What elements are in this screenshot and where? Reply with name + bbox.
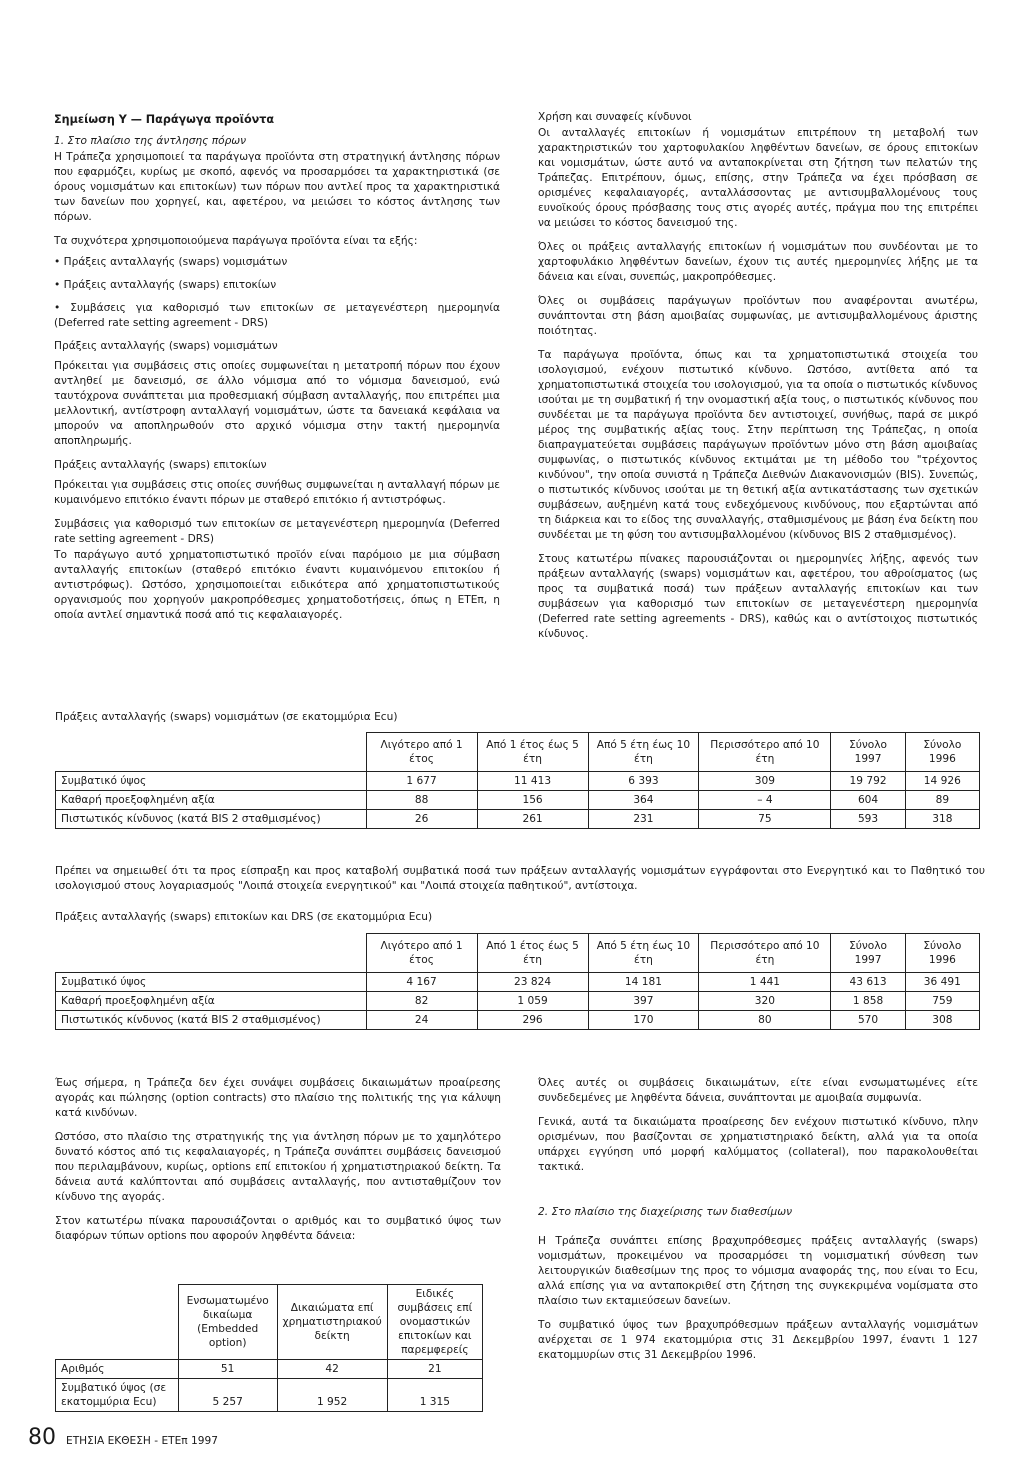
- table-cell: 14 181: [588, 973, 699, 992]
- table-cell: 26: [366, 810, 477, 829]
- column-header: Από 1 έτος έως 5 έτη: [477, 934, 588, 973]
- table-cell: – 4: [699, 791, 831, 810]
- column-header: Περισσότερο από 10 έτη: [699, 733, 831, 772]
- section-heading: Σημείωση Υ — Παράγωγα προϊόντα: [54, 113, 275, 126]
- right-column: [538, 110, 978, 651]
- column-header: Λιγότερο από 1 έτος: [366, 934, 477, 973]
- column-header: Από 5 έτη έως 10 έτη: [588, 733, 699, 772]
- footer-text: ΕΤΗΣΙΑ ΕΚΘΕΣΗ - ΕΤΕπ 1997: [66, 1435, 219, 1447]
- subsection-title: Συμβάσεις για καθορισμό των επιτοκίων σε μεταγενέστερη ημερομηνία (Deferred rate setting agreement - DRS): [54, 518, 500, 545]
- table-caption: Πράξεις ανταλλαγής (swaps) επιτοκίων και DRS (σε εκατομμύρια Ecu): [55, 911, 433, 923]
- table-cell: 1 315: [387, 1379, 482, 1412]
- table-corner: [56, 934, 367, 973]
- paragraph: Στους κατωτέρω πίνακες παρουσιάζονται οι ημερομηνίες λήξης, αφενός των πράξεων ανταλλαγής (swaps) νομισμάτων και, αφετέρου, του αθροίσματος (ως προς τα συμβατικά ποσά) των πράξεων ανταλλαγής επιτοκίων και των συμβάσεων για καθορισμό των επιτοκίων σε μεταγενέστερη ημερομηνία (Deferred rate setting agreements - DRS), καθώς και ο αντίστοιχος πιστωτικός κίνδυνος.: [538, 553, 978, 640]
- paragraph: Έως σήμερα, η Τράπεζα δεν έχει συνάψει συμβάσεις δικαιωμάτων προαίρεσης αγοράς και πώλησης (option contracts) στο πλαίσιο της πολιτικής της για κάλυψη κατά κινδύνων.: [55, 1077, 501, 1119]
- table-header-row: [56, 934, 980, 973]
- table-cell: 89: [905, 791, 979, 810]
- table-cell: 23 824: [477, 973, 588, 992]
- column-header: Περισσότερο από 10 έτη: [699, 934, 831, 973]
- column-header: Σύνολο 1996: [905, 934, 979, 973]
- table-row: [56, 973, 980, 992]
- table-cell: 11 413: [477, 772, 588, 791]
- table-cell: 364: [588, 791, 699, 810]
- table-row: [56, 1379, 483, 1412]
- subsection-title: 1. Στο πλαίσιο της άντλησης πόρων: [54, 135, 247, 147]
- paragraph: Το παράγωγο αυτό χρηματοπιστωτικό προϊόν είναι παρόμοιο με μια σύμβαση ανταλλαγής επιτοκίων (σταθερό επιτόκιο έναντι κυμαινόμενου επιτοκίου ή αντιστρόφως). Ωστόσο, χρησιμοποιείται ειδικότερα από χρηματοπιστωτικούς οργανισμούς που χορηγούν μακροπρόθεσμες χρηματοδοτήσεις, όπως η ΕΤΕπ, η οποία αντλεί σημαντικά ποσά από τις κεφαλαιαγορές.: [54, 549, 500, 621]
- table-cell: 6 393: [588, 772, 699, 791]
- paragraph: Οι ανταλλαγές επιτοκίων ή νομισμάτων επιτρέπουν τη μεταβολή των χαρακτηριστικών του χαρτοφυλακίου ληφθέντων δανείων, σε όρους επιτοκίων και νομισμάτων, ώστε αυτό να ανταποκρίνεται στη ζήτηση των πελατών της Τράπεζας. Επιτρέπουν, όμως, επίσης, στην Τράπεζα να έχει πρόσβαση σε ορισμένες κεφαλαιαγορές, ανταλλάσσοντας με αντισυμβαλλομένους τους ευνοϊκούς όρους πρόσβασης τους στις αγορές αυτές, πράγμα που της επιτρέπει να μειώσει το κόστος δανεισμού της.: [538, 127, 978, 229]
- column-header: Ειδικές συμβάσεις επί ονομαστικών επιτοκίων και παρεμφερείς: [387, 1285, 482, 1360]
- paragraph: Όλες αυτές οι συμβάσεις δικαιωμάτων, είτε είναι ενσωματωμένες είτε συνδεδεμένες με ληφθέντα δάνεια, συνάπτονται με αμοιβαία συμφωνία.: [538, 1077, 978, 1104]
- table-cell: 604: [831, 791, 905, 810]
- bullet-list: [54, 255, 500, 331]
- table-header-row: [56, 733, 980, 772]
- table-cell: 170: [588, 1011, 699, 1030]
- table-cell: 51: [178, 1360, 277, 1379]
- table-cell: 80: [699, 1011, 831, 1030]
- table-cell: 308: [905, 1011, 979, 1030]
- page-number: 80: [28, 1425, 56, 1450]
- table-cell: 88: [366, 791, 477, 810]
- table-cell: 261: [477, 810, 588, 829]
- table-cell: 36 491: [905, 973, 979, 992]
- table-cell: 1 952: [277, 1379, 387, 1412]
- table-cell: 296: [477, 1011, 588, 1030]
- table-cell: 4 167: [366, 973, 477, 992]
- subsection-title: 2. Στο πλαίσιο της διαχείρισης των διαθεσίμων: [538, 1206, 793, 1218]
- table-cell: 43 613: [831, 973, 905, 992]
- table-cell: 19 792: [831, 772, 905, 791]
- table-cell: 24: [366, 1011, 477, 1030]
- table-row: [56, 1360, 483, 1379]
- row-label: Συμβατικό ύψος (σε εκατομμύρια Ecu): [56, 1379, 179, 1412]
- paragraph: Τα παράγωγα προϊόντα, όπως και τα χρηματοπιστωτικά στοιχεία του ισολογισμού, ενέχουν πιστωτικό κίνδυνο. Ωστόσο, αντίθετα από τα χρηματοπιστωτικά στοιχεία του ισολογισμού, για τα οποία ο πιστωτικός κίνδυνος ισούται με τη συμβατική ή την ονομαστική αξία τους, ο πιστωτικός κίνδυνος που συνδέεται με τα παράγωγα προϊόντα δεν αντιστοιχεί, συνήθως, παρά σε μικρό μέρος της συμβατικής αξίας τους. Στην περίπτωση της Τράπεζας, η οποία διαπραγματεύεται συμβάσεις παράγωγων προϊόντων μόνο στη βάση αμοιβαίας συμφωνίας, ο πιστωτικός κίνδυνος εκτιμάται με τη μέθοδο του "τρέχοντος κινδύνου", την οποία συνιστά η Τράπεζα Διεθνών Διακανονισμών (BIS). Συνεπώς, ο πιστωτικός κίνδυνος ισούται με τη θετική αξία αντικατάστασης των σχετικών συμβάσεων, αυξημένη κατά τους ενδεχόμενους κινδύνους, που εξαρτώνται από τη διάρκεια και το είδος της συναλλαγής, σταθμισμένους με βάση ένα δείκτη που συνδέεται με τη φύση του αντισυμβαλλομένου (κίνδυνος BIS 2 σταθμισμένος).: [538, 349, 978, 541]
- subsection-title: Πράξεις ανταλλαγής (swaps) νομισμάτων: [54, 340, 278, 352]
- column-header: Από 5 έτη έως 10 έτη: [588, 934, 699, 973]
- paragraph: Το συμβατικό ύψος των βραχυπρόθεσμων πράξεων ανταλλαγής νομισμάτων ανέρχεται σε 1 974 εκατομμύρια στις 31 Δεκεμβρίου 1997, έναντι 1 127 εκατομμυρίων στις 31 Δεκεμβρίου 1996.: [538, 1319, 978, 1361]
- column-header: Ενσωματωμένο δικαίωμα (Embedded option): [178, 1285, 277, 1360]
- table-row: [56, 810, 980, 829]
- list-item: • Συμβάσεις για καθορισμό των επιτοκίων σε μεταγενέστερη ημερομηνία (Deferred rate setting agreement - DRS): [54, 301, 500, 331]
- paragraph: Η Τράπεζα συνάπτει επίσης βραχυπρόθεσμες πράξεις ανταλλαγής (swaps) νομισμάτων, προκειμένου να προσαρμόσει τη νομισματική σύνθεση των λειτουργικών διαθεσίμων της προς το νόμισμα αναφοράς της, που είναι το Ecu, αλλά επίσης για να ανταποκριθεί στη ζήτηση της συγκεκριμένα νομίσματα στο πλαίσιο των εκταμιεύσεων δανείων.: [538, 1235, 978, 1307]
- column-header: Λιγότερο από 1 έτος: [366, 733, 477, 772]
- page-footer: [28, 1425, 219, 1450]
- table-cell: 1 858: [831, 992, 905, 1011]
- column-header: Σύνολο 1996: [905, 733, 979, 772]
- left-column: [54, 112, 500, 632]
- table-cell: 5 257: [178, 1379, 277, 1412]
- table-cell: 1 677: [366, 772, 477, 791]
- table-cell: 397: [588, 992, 699, 1011]
- table-cell: 309: [699, 772, 831, 791]
- table-cell: 21: [387, 1360, 482, 1379]
- table-cell: 231: [588, 810, 699, 829]
- lower-left-column: [55, 1076, 501, 1253]
- paragraph: Πρόκειται για συμβάσεις στις οποίες συνήθως συμφωνείται η ανταλλαγή πόρων με κυμαινόμενο επιτόκιο έναντι πόρων με σταθερό επιτόκιο ή αντιστρόφως.: [54, 479, 500, 506]
- column-header: Δικαιώματα επί χρηματιστηριακού δείκτη: [277, 1285, 387, 1360]
- table-corner: [56, 733, 367, 772]
- table-cell: 759: [905, 992, 979, 1011]
- subsection-title: Πράξεις ανταλλαγής (swaps) επιτοκίων: [54, 459, 267, 471]
- column-header: Σύνολο 1997: [831, 733, 905, 772]
- paragraph: Γενικά, αυτά τα δικαιώματα προαίρεσης δεν ενέχουν πιστωτικό κίνδυνο, πλην ορισμένων, που βασίζονται σε χρηματιστηριακό δείκτη, αλλά για τα οποία υπάρχει εγγύηση υπό μορφή καλύμματος (collateral), που παρακολουθείται τακτικά.: [538, 1116, 978, 1173]
- paragraph: Η Τράπεζα χρησιμοποιεί τα παράγωγα προϊόντα στη στρατηγική άντλησης πόρων που εφαρμόζει, κυρίως με σκοπό, αφενός να προσαρμόσει τα χαρακτηριστικά (σε όρους νομισμάτων και επιτοκίων) των πόρων που αντλεί προς τα χαρακτηριστικά των δανείων που χορηγεί, και, αφετέρου, να μειώσει το κόστος άντλησης των πόρων.: [54, 151, 500, 223]
- paragraph: Στον κατωτέρω πίνακα παρουσιάζονται ο αριθμός και το συμβατικό ύψος των διαφόρων τύπων options που αφορούν ληφθέντα δάνεια:: [55, 1215, 501, 1242]
- interest-swaps-table: [55, 933, 980, 1030]
- table-cell: 156: [477, 791, 588, 810]
- table-row: [56, 772, 980, 791]
- table-row: [56, 1011, 980, 1030]
- table-cell: 1 441: [699, 973, 831, 992]
- table-cell: 82: [366, 992, 477, 1011]
- row-label: Πιστωτικός κίνδυνος (κατά BIS 2 σταθμισμένος): [56, 810, 367, 829]
- row-label: Καθαρή προεξοφλημένη αξία: [56, 992, 367, 1011]
- list-item: • Πράξεις ανταλλαγής (swaps) νομισμάτων: [54, 255, 500, 270]
- paragraph: Όλες οι συμβάσεις παράγωγων προϊόντων που αναφέρονται ανωτέρω, συνάπτονται στη βάση αμοιβαίας συμφωνίας, με αντισυμβαλλομένους άριστης ποιότητας.: [538, 295, 978, 337]
- table-corner: [56, 1285, 179, 1360]
- currency-swaps-table: [55, 732, 980, 829]
- options-table: [55, 1284, 483, 1412]
- row-label: Πιστωτικός κίνδυνος (κατά BIS 2 σταθμισμένος): [56, 1011, 367, 1030]
- table-cell: 593: [831, 810, 905, 829]
- lower-right-column: [538, 1076, 978, 1372]
- row-label: Αριθμός: [56, 1360, 179, 1379]
- table-row: [56, 791, 980, 810]
- table-caption: Πράξεις ανταλλαγής (swaps) νομισμάτων (σε εκατομμύρια Ecu): [55, 711, 398, 723]
- table-cell: 318: [905, 810, 979, 829]
- row-label: Συμβατικό ύψος: [56, 772, 367, 791]
- table-cell: 42: [277, 1360, 387, 1379]
- list-item: • Πράξεις ανταλλαγής (swaps) επιτοκίων: [54, 278, 500, 293]
- column-header: Από 1 έτος έως 5 έτη: [477, 733, 588, 772]
- row-label: Συμβατικό ύψος: [56, 973, 367, 992]
- table-cell: 75: [699, 810, 831, 829]
- table-cell: 320: [699, 992, 831, 1011]
- table-cell: 1 059: [477, 992, 588, 1011]
- table-cell: 14 926: [905, 772, 979, 791]
- table-cell: 570: [831, 1011, 905, 1030]
- paragraph: Ωστόσο, στο πλαίσιο της στρατηγικής της για άντληση πόρων με το χαμηλότερο δυνατό κόστος από τις κεφαλαιαγορές, η Τράπεζα συνάπτει συμβάσεις δανεισμού που περιλαμβάνουν, κυρίως, options επί επιτοκίου ή χρηματιστηριακού δείκτη. Τα δάνεια αυτά καλύπτονται από συμβάσεις ανταλλαγής, που αντισταθμίζουν τον κίνδυνο της αγοράς.: [55, 1131, 501, 1203]
- note-paragraph: Πρέπει να σημειωθεί ότι τα προς είσπραξη και προς καταβολή συμβατικά ποσά των πράξεων ανταλλαγής νομισμάτων εγγράφονται στο Ενεργητικό και το Παθητικό του ισολογισμού στους λογαριασμούς "Λοιπά στοιχεία ενεργητικού" και "Λοιπά στοιχεία παθητικού", αντίστοιχα.: [55, 865, 985, 892]
- subsection-title: Χρήση και συναφείς κίνδυνοι: [538, 111, 692, 123]
- table-row: [56, 992, 980, 1011]
- paragraph: Τα συχνότερα χρησιμοποιούμενα παράγωγα προϊόντα είναι τα εξής:: [54, 235, 418, 247]
- row-label: Καθαρή προεξοφλημένη αξία: [56, 791, 367, 810]
- column-header: Σύνολο 1997: [831, 934, 905, 973]
- table-header-row: [56, 1285, 483, 1360]
- paragraph: Πρόκειται για συμβάσεις στις οποίες συμφωνείται η μετατροπή πόρων που έχουν αντληθεί με δανεισμό, σε άλλο νόμισμα από το νόμισμα δανεισμού, ενώ ταυτόχρονα συνάπτεται μια προθεσμιακή σύμβαση ανταλλαγής, που επιτρέπει μια μελλοντική, αντίστροφη ανταλλαγή νομισμάτων, ώστε τα δανειακά κεφάλαια να μπορούν να αποπληρωθούν στο αρχικό νόμισμα στην τακτή ημερομηνία αποπληρωμής.: [54, 360, 500, 447]
- paragraph: Όλες οι πράξεις ανταλλαγής επιτοκίων ή νομισμάτων που συνδέονται με το χαρτοφυλάκιο ληφθέντων δανείων, έχουν τις αυτές ημερομηνίες λήξης με τα δάνεια και είναι, συνεπώς, μακροπρόθεσμες.: [538, 241, 978, 283]
